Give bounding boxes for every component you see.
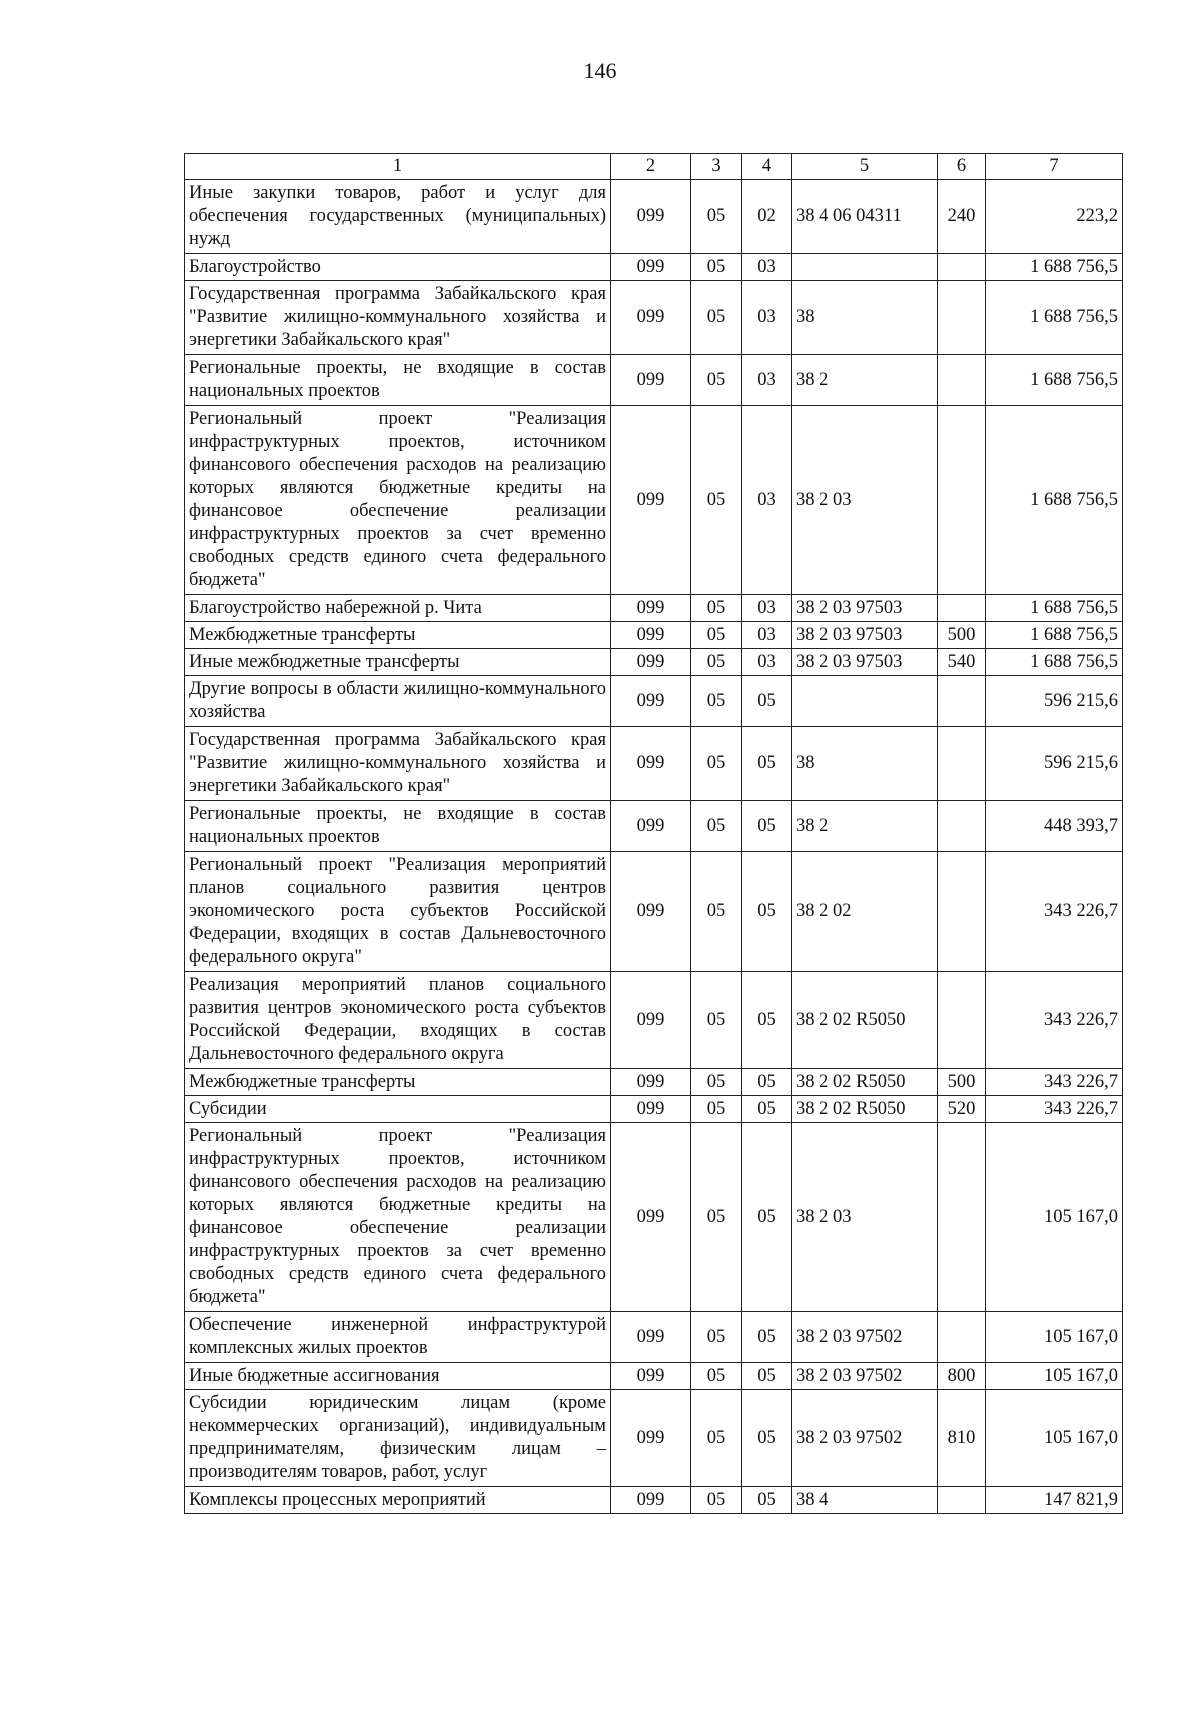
- col-target-article-cell: 38 2 02: [792, 852, 938, 972]
- col-chapter-cell: 099: [611, 972, 691, 1069]
- col-expense-type-cell: 500: [938, 622, 986, 649]
- col-section-cell: 05: [691, 1096, 742, 1123]
- col-subsection-cell: 05: [742, 1123, 792, 1312]
- col-subsection-cell: 05: [742, 676, 792, 727]
- col-chapter-cell: 099: [611, 622, 691, 649]
- col-amount-cell: 343 226,7: [986, 852, 1123, 972]
- col-chapter-cell: 099: [611, 254, 691, 281]
- col-expense-type-cell: 500: [938, 1069, 986, 1096]
- col-section-cell: 05: [691, 355, 742, 406]
- col-amount-cell: 343 226,7: [986, 1069, 1123, 1096]
- col-amount-cell: 105 167,0: [986, 1312, 1123, 1363]
- col-section-cell: 05: [691, 1363, 742, 1390]
- col-name-cell: Региональные проекты, не входящие в состав национальных проектов: [185, 801, 611, 852]
- col-chapter-cell: 099: [611, 676, 691, 727]
- table-row: [185, 595, 1123, 622]
- col-name-cell: Другие вопросы в области жилищно-коммунального хозяйства: [185, 676, 611, 727]
- header-row: [185, 154, 1123, 180]
- col-name-cell: Иные бюджетные ассигнования: [185, 1363, 611, 1390]
- col-subsection-cell: 03: [742, 281, 792, 355]
- col-target-article-cell: 38 2 03 97502: [792, 1390, 938, 1487]
- table-row: [185, 1096, 1123, 1123]
- table-row: [185, 355, 1123, 406]
- col-subsection-cell: 03: [742, 622, 792, 649]
- col-subsection-cell: 05: [742, 1312, 792, 1363]
- col-amount-cell: 105 167,0: [986, 1363, 1123, 1390]
- col-amount-cell: 223,2: [986, 180, 1123, 254]
- col-name-cell: Государственная программа Забайкальского края "Развитие жилищно-коммунального хозяйства и энергетики Забайкальского края": [185, 727, 611, 801]
- col-chapter-cell: 099: [611, 180, 691, 254]
- page-number: 146: [583, 58, 617, 83]
- col-amount-cell: 343 226,7: [986, 1096, 1123, 1123]
- col-expense-type-cell: [938, 1312, 986, 1363]
- col-name-cell: Благоустройство: [185, 254, 611, 281]
- header-col-subsection: 4: [742, 154, 792, 180]
- col-subsection-cell: 03: [742, 355, 792, 406]
- col-expense-type-cell: [938, 406, 986, 595]
- col-chapter-cell: 099: [611, 801, 691, 852]
- col-amount-cell: 1 688 756,5: [986, 254, 1123, 281]
- col-chapter-cell: 099: [611, 852, 691, 972]
- col-section-cell: 05: [691, 1487, 742, 1514]
- table-row: [185, 180, 1123, 254]
- header-col-amount: 7: [986, 154, 1123, 180]
- header-col-section: 3: [691, 154, 742, 180]
- col-chapter-cell: 099: [611, 1312, 691, 1363]
- col-target-article-cell: 38 2 02 R5050: [792, 972, 938, 1069]
- col-target-article-cell: 38: [792, 281, 938, 355]
- col-target-article-cell: 38 2 02 R5050: [792, 1096, 938, 1123]
- col-section-cell: 05: [691, 406, 742, 595]
- col-section-cell: 05: [691, 622, 742, 649]
- col-section-cell: 05: [691, 649, 742, 676]
- col-chapter-cell: 099: [611, 595, 691, 622]
- col-amount-cell: 343 226,7: [986, 972, 1123, 1069]
- col-name-cell: Иные межбюджетные трансферты: [185, 649, 611, 676]
- col-target-article-cell: 38 2 03 97502: [792, 1312, 938, 1363]
- col-subsection-cell: 05: [742, 1363, 792, 1390]
- table-row: [185, 852, 1123, 972]
- col-expense-type-cell: [938, 1123, 986, 1312]
- col-chapter-cell: 099: [611, 1390, 691, 1487]
- col-subsection-cell: 02: [742, 180, 792, 254]
- col-name-cell: Комплексы процессных мероприятий: [185, 1487, 611, 1514]
- col-name-cell: Обеспечение инженерной инфраструктурой комплексных жилых проектов: [185, 1312, 611, 1363]
- col-expense-type-cell: [938, 355, 986, 406]
- col-target-article-cell: 38 2 03 97503: [792, 649, 938, 676]
- header-col-name: 1: [185, 154, 611, 180]
- table-row: [185, 1363, 1123, 1390]
- col-subsection-cell: 03: [742, 649, 792, 676]
- col-section-cell: 05: [691, 801, 742, 852]
- col-name-cell: Субсидии юридическим лицам (кроме некоммерческих организаций), индивидуальным предпринимателям, физическим лицам – производителям товаров, работ, услуг: [185, 1390, 611, 1487]
- col-amount-cell: 1 688 756,5: [986, 595, 1123, 622]
- col-name-cell: Региональный проект "Реализация инфраструктурных проектов, источником финансового обеспечения расходов на реализацию которых являются бюджетные кредиты на финансовое обеспечение реализации инфраструктурных проектов за счет временно свободных средств единого счета федерального бюджета": [185, 406, 611, 595]
- table-row: [185, 676, 1123, 727]
- col-expense-type-cell: 240: [938, 180, 986, 254]
- table-row: [185, 972, 1123, 1069]
- col-chapter-cell: 099: [611, 1069, 691, 1096]
- col-name-cell: Межбюджетные трансферты: [185, 622, 611, 649]
- col-expense-type-cell: [938, 1487, 986, 1514]
- col-subsection-cell: 03: [742, 406, 792, 595]
- col-target-article-cell: 38 2 03: [792, 1123, 938, 1312]
- table-row: [185, 1312, 1123, 1363]
- header-col-expense-type: 6: [938, 154, 986, 180]
- col-subsection-cell: 05: [742, 972, 792, 1069]
- col-section-cell: 05: [691, 1123, 742, 1312]
- col-section-cell: 05: [691, 281, 742, 355]
- col-chapter-cell: 099: [611, 1487, 691, 1514]
- col-expense-type-cell: [938, 595, 986, 622]
- table-row: [185, 1390, 1123, 1487]
- header-col-chapter: 2: [611, 154, 691, 180]
- col-subsection-cell: 03: [742, 254, 792, 281]
- table-row: [185, 406, 1123, 595]
- col-chapter-cell: 099: [611, 406, 691, 595]
- table-row: [185, 1123, 1123, 1312]
- col-chapter-cell: 099: [611, 281, 691, 355]
- header-col-target-article: 5: [792, 154, 938, 180]
- col-section-cell: 05: [691, 1069, 742, 1096]
- col-target-article-cell: 38 2 03: [792, 406, 938, 595]
- col-amount-cell: 448 393,7: [986, 801, 1123, 852]
- col-expense-type-cell: 810: [938, 1390, 986, 1487]
- col-section-cell: 05: [691, 852, 742, 972]
- col-amount-cell: 105 167,0: [986, 1123, 1123, 1312]
- col-subsection-cell: 05: [742, 1487, 792, 1514]
- col-section-cell: 05: [691, 676, 742, 727]
- col-name-cell: Государственная программа Забайкальского края "Развитие жилищно-коммунального хозяйства и энергетики Забайкальского края": [185, 281, 611, 355]
- col-expense-type-cell: 520: [938, 1096, 986, 1123]
- col-chapter-cell: 099: [611, 1123, 691, 1312]
- col-amount-cell: 596 215,6: [986, 676, 1123, 727]
- col-expense-type-cell: [938, 676, 986, 727]
- col-section-cell: 05: [691, 595, 742, 622]
- table-row: [185, 622, 1123, 649]
- col-target-article-cell: 38 2 03 97502: [792, 1363, 938, 1390]
- col-expense-type-cell: [938, 972, 986, 1069]
- col-chapter-cell: 099: [611, 1363, 691, 1390]
- col-name-cell: Реализация мероприятий планов социального развития центров экономического роста субъектов Российской Федерации, входящих в состав Дальневосточного федерального округа: [185, 972, 611, 1069]
- col-subsection-cell: 05: [742, 852, 792, 972]
- table-row: [185, 801, 1123, 852]
- col-expense-type-cell: [938, 727, 986, 801]
- table-body: [185, 180, 1123, 1514]
- col-section-cell: 05: [691, 1390, 742, 1487]
- col-name-cell: Региональные проекты, не входящие в состав национальных проектов: [185, 355, 611, 406]
- col-target-article-cell: [792, 676, 938, 727]
- col-section-cell: 05: [691, 180, 742, 254]
- table-row: [185, 1069, 1123, 1096]
- col-chapter-cell: 099: [611, 355, 691, 406]
- table-row: [185, 254, 1123, 281]
- col-amount-cell: 1 688 756,5: [986, 406, 1123, 595]
- col-name-cell: Региональный проект "Реализация инфраструктурных проектов, источником финансового обеспечения расходов на реализацию которых являются бюджетные кредиты на финансовое обеспечение реализации инфраструктурных проектов за счет временно свободных средств единого счета федерального бюджета": [185, 1123, 611, 1312]
- col-target-article-cell: [792, 254, 938, 281]
- col-expense-type-cell: 800: [938, 1363, 986, 1390]
- table-row: [185, 281, 1123, 355]
- col-subsection-cell: 05: [742, 1069, 792, 1096]
- col-amount-cell: 1 688 756,5: [986, 622, 1123, 649]
- col-section-cell: 05: [691, 972, 742, 1069]
- col-target-article-cell: 38 4 06 04311: [792, 180, 938, 254]
- col-name-cell: Иные закупки товаров, работ и услуг для обеспечения государственных (муниципальных) нужд: [185, 180, 611, 254]
- col-target-article-cell: 38 2 02 R5050: [792, 1069, 938, 1096]
- col-amount-cell: 1 688 756,5: [986, 355, 1123, 406]
- budget-table: [184, 153, 1123, 1514]
- col-expense-type-cell: [938, 254, 986, 281]
- col-expense-type-cell: 540: [938, 649, 986, 676]
- col-section-cell: 05: [691, 1312, 742, 1363]
- col-subsection-cell: 05: [742, 801, 792, 852]
- col-name-cell: Субсидии: [185, 1096, 611, 1123]
- col-target-article-cell: 38 2 03 97503: [792, 622, 938, 649]
- col-name-cell: Благоустройство набережной р. Чита: [185, 595, 611, 622]
- table-row: [185, 1487, 1123, 1514]
- col-section-cell: 05: [691, 254, 742, 281]
- col-amount-cell: 1 688 756,5: [986, 281, 1123, 355]
- col-target-article-cell: 38 4: [792, 1487, 938, 1514]
- col-subsection-cell: 03: [742, 595, 792, 622]
- col-amount-cell: 1 688 756,5: [986, 649, 1123, 676]
- col-amount-cell: 105 167,0: [986, 1390, 1123, 1487]
- col-subsection-cell: 05: [742, 1096, 792, 1123]
- col-name-cell: Межбюджетные трансферты: [185, 1069, 611, 1096]
- col-name-cell: Региональный проект "Реализация мероприятий планов социального развития центров экономического роста субъектов Российской Федерации, входящих в состав Дальневосточного федерального округа": [185, 852, 611, 972]
- col-target-article-cell: 38 2 03 97503: [792, 595, 938, 622]
- col-amount-cell: 147 821,9: [986, 1487, 1123, 1514]
- col-subsection-cell: 05: [742, 1390, 792, 1487]
- col-expense-type-cell: [938, 281, 986, 355]
- col-chapter-cell: 099: [611, 727, 691, 801]
- col-amount-cell: 596 215,6: [986, 727, 1123, 801]
- col-chapter-cell: 099: [611, 649, 691, 676]
- col-target-article-cell: 38 2: [792, 355, 938, 406]
- col-target-article-cell: 38: [792, 727, 938, 801]
- table-row: [185, 649, 1123, 676]
- col-expense-type-cell: [938, 801, 986, 852]
- col-chapter-cell: 099: [611, 1096, 691, 1123]
- col-expense-type-cell: [938, 852, 986, 972]
- col-section-cell: 05: [691, 727, 742, 801]
- col-subsection-cell: 05: [742, 727, 792, 801]
- table-row: [185, 727, 1123, 801]
- col-target-article-cell: 38 2: [792, 801, 938, 852]
